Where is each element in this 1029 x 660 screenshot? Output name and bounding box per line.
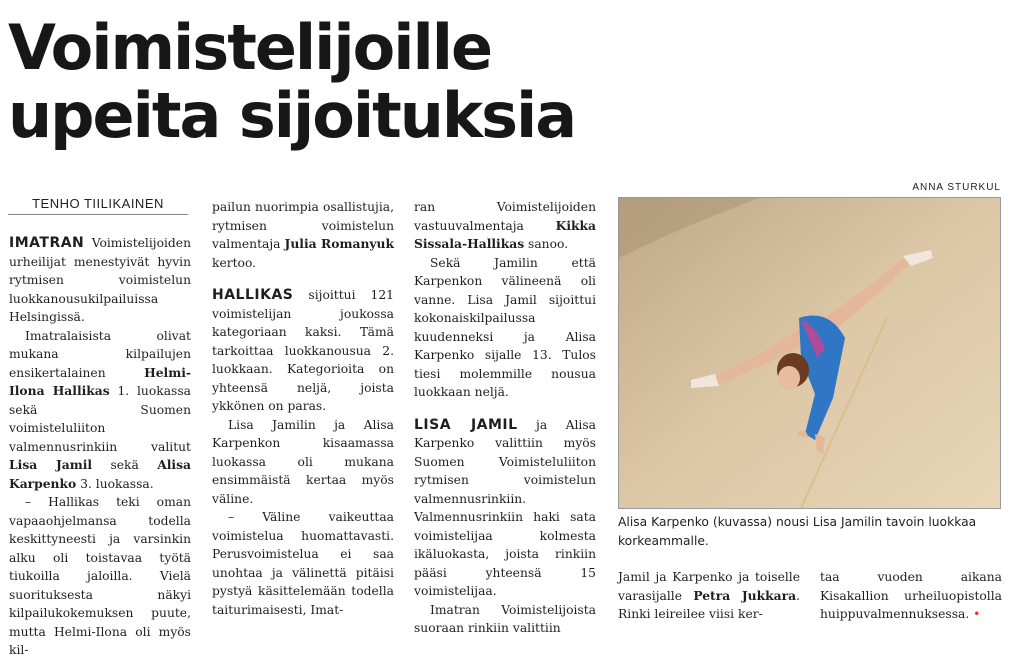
person-name: Petra Jukkara <box>693 587 797 603</box>
paragraph <box>212 198 394 272</box>
person-name: Alisa Karpenko <box>9 457 191 491</box>
paragraph-text: kertoo. <box>212 255 257 270</box>
photo-caption: Alisa Karpenko (kuvassa) nousi Lisa Jamilin tavoin luokkaa korkeammalle. <box>618 515 977 548</box>
paragraph <box>414 198 596 254</box>
byline: TENHO TIILIKAINEN <box>8 196 188 215</box>
paragraph-text: . Rinki leireilee viisi ker- <box>618 588 800 621</box>
paragraph-text: pailun nuorimpia osallistujia, rytmisen voimistelun valmentaja <box>212 200 394 251</box>
paragraph <box>618 568 800 624</box>
paragraph: – Hallikas teki oman vapaaohjelmansa todella keskittyneesti ja varsinkin alku oli toistavaa työtä tiukoilla jaloilla. Vielä suorituksesta näkyi kilpailukokemuksen puute, mutta Helmi-Ilona oli myös kil- <box>9 495 191 657</box>
paragraph-text: Imatralaisista olivat mukana kilpailujen ensikertalainen <box>9 328 191 380</box>
person-name: Helmi-Ilona Hallikas <box>9 364 191 398</box>
paragraph-text: sijoittui 121 voimistelijan joukossa kategoriaan kaksi. Tämä tarkoittaa luokkanousua 2. luokkaan. Kategorioita on yhteensä neljä, joista ykkönen on paras. <box>212 288 394 413</box>
paragraph <box>9 234 191 327</box>
gymnast-illustration <box>619 198 1000 508</box>
paragraph-text: Voimistelijoiden urheilijat menestyivät hyvin rytmisen voimistelun luokkanousukilpailuissa Helsingissä. <box>9 236 191 324</box>
person-name: Kikka Sissala-Hallikas <box>414 217 596 251</box>
paragraph-text: sekä <box>92 458 158 472</box>
paragraph-text: Jamil ja Karpenko ja toiselle varasijalle <box>618 570 800 603</box>
paragraph <box>820 568 1002 624</box>
gymnast-photo <box>618 197 1001 509</box>
paragraph-text: taa vuoden aikana Kisakallion urheiluopistolla huippuvalmennuksessa. <box>820 570 1002 621</box>
paragraph <box>414 416 596 601</box>
paragraph-text: 3. luokassa. <box>76 476 154 491</box>
headline-line-2: upeita sijoituksia <box>8 79 576 152</box>
paragraph-text: 1. luokassa sekä Suomen voimisteluliiton valmennusrinkiin valitut <box>9 384 191 454</box>
photo-credit: ANNA STURKUL <box>912 182 1001 193</box>
paragraph: Sekä Jamilin että Karpenkon välineenä oli vanne. Lisa Jamil sijoittui kokonaiskilpailussa kuudenneksi ja Alisa Karpenko sijalle 13. Tulos tiesi molemmille nousua luokkaan neljä. <box>414 255 596 399</box>
lead-word: LISA JAMIL <box>414 416 518 433</box>
paragraph: Lisa Jamilin ja Alisa Karpenkon kisaamassa luokassa oli mukana ensimmäistä kertaa myös väline. <box>212 417 394 506</box>
paragraph-text: ran Voimistelijoiden vastuuvalmentaja <box>414 200 596 233</box>
paragraph-text: ja Alisa Karpenko valittiin myös Suomen Voimisteluliiton rytmisen voimistelun valmennusrinkiin. Valmennusrinkiin haki sata voimistelijaa kolmesta ikäluokasta, joista rinkiin pääsi yhteensä 15 voimistelijaa. <box>414 417 597 598</box>
paragraph: – Väline vaikeuttaa voimistelua huomattavasti. Perusvoimistelua ei saa unohtaa ja välinettä pitäisi pystyä käsittelemään todella taiturimaisesti, Imat- <box>212 510 394 617</box>
paragraph <box>9 327 191 494</box>
article-column-1 <box>9 228 191 657</box>
headline <box>8 11 576 152</box>
lead-word: IMATRAN <box>9 235 85 251</box>
end-mark-icon: • <box>973 607 981 621</box>
paragraph-text: sanoo. <box>524 237 569 251</box>
article-column-4 <box>618 568 800 641</box>
paragraph <box>212 286 394 416</box>
article-column-5 <box>820 568 1002 641</box>
article-column-2 <box>212 198 394 641</box>
lead-word: HALLIKAS <box>212 287 294 303</box>
headline-line-1: Voimistelijoille <box>8 11 492 84</box>
article-column-3 <box>414 198 596 641</box>
person-name: Lisa Jamil <box>9 457 93 472</box>
person-name: Julia Romanyuk <box>284 236 394 251</box>
paragraph: Imatran Voimistelijoista suoraan rinkiin valittiin <box>414 602 596 635</box>
